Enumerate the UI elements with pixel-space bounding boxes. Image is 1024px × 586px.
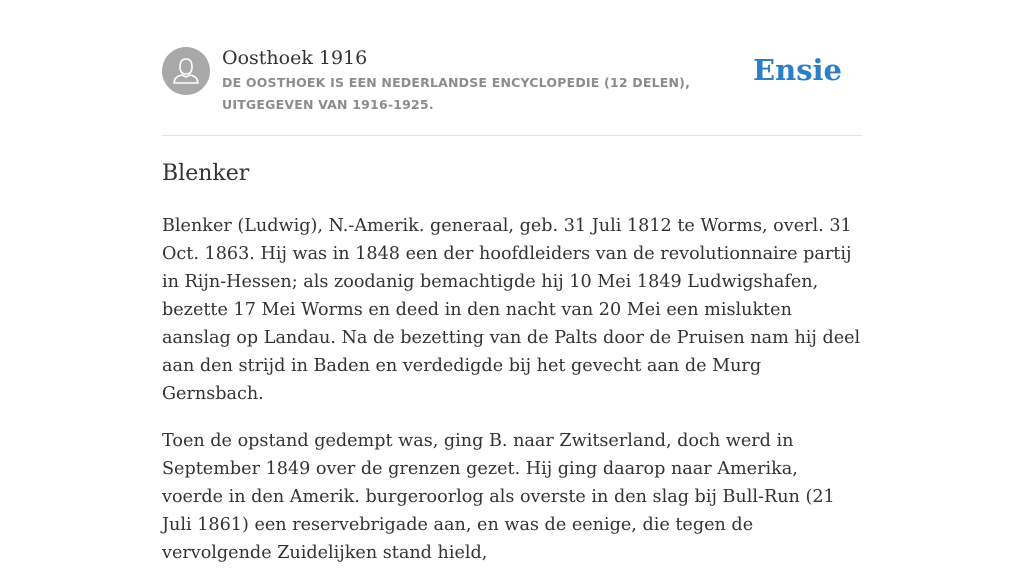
entry-title: Blenker — [162, 161, 250, 186]
ensie-logo[interactable]: Ensie — [753, 53, 842, 87]
source-header — [162, 46, 862, 136]
page — [162, 0, 862, 563]
avatar[interactable] — [162, 47, 210, 95]
user-icon — [162, 47, 210, 95]
source-title[interactable]: Oosthoek 1916 — [222, 47, 368, 69]
entry-body — [162, 212, 862, 586]
paragraph: Blenker (Ludwig), N.-Amerik. generaal, geb. 31 Juli 1812 te Worms, overl. 31 Oct. 1863. Hij was in 1848 een der hoofdleiders van de revolutionnaire partij in Rijn-Hessen; als zoodanig bemachtigde hij 10 Mei 1849 Ludwigshafen, bezette 17 Mei Worms en deed in den nacht van 20 Mei een mislukten aanslag op Landau. Na de bezetting van de Palts door de Pruisen nam hij deel aan den strijd in Baden en verdedigde bij het gevecht aan de Murg Gernsbach. — [162, 216, 861, 404]
header-divider — [162, 135, 862, 136]
source-description: DE OOSTHOEK IS EEN NEDERLANDSE ENCYCLOPEDIE (12 DELEN), UITGEGEVEN VAN 1916-1925. — [222, 75, 691, 112]
paragraph: Toen de opstand gedempt was, ging B. naar Zwitserland, doch werd in September 1849 over de grenzen gezet. Hij ging daarop naar Amerika, voerde in den Amerik. burgeroorlog als overste in den slag bij Bull-Run (21 Juli 1861) een reservebrigade aan, en was de eenige, die tegen de vervolgende Zuidelijken stand hield, — [162, 431, 835, 563]
